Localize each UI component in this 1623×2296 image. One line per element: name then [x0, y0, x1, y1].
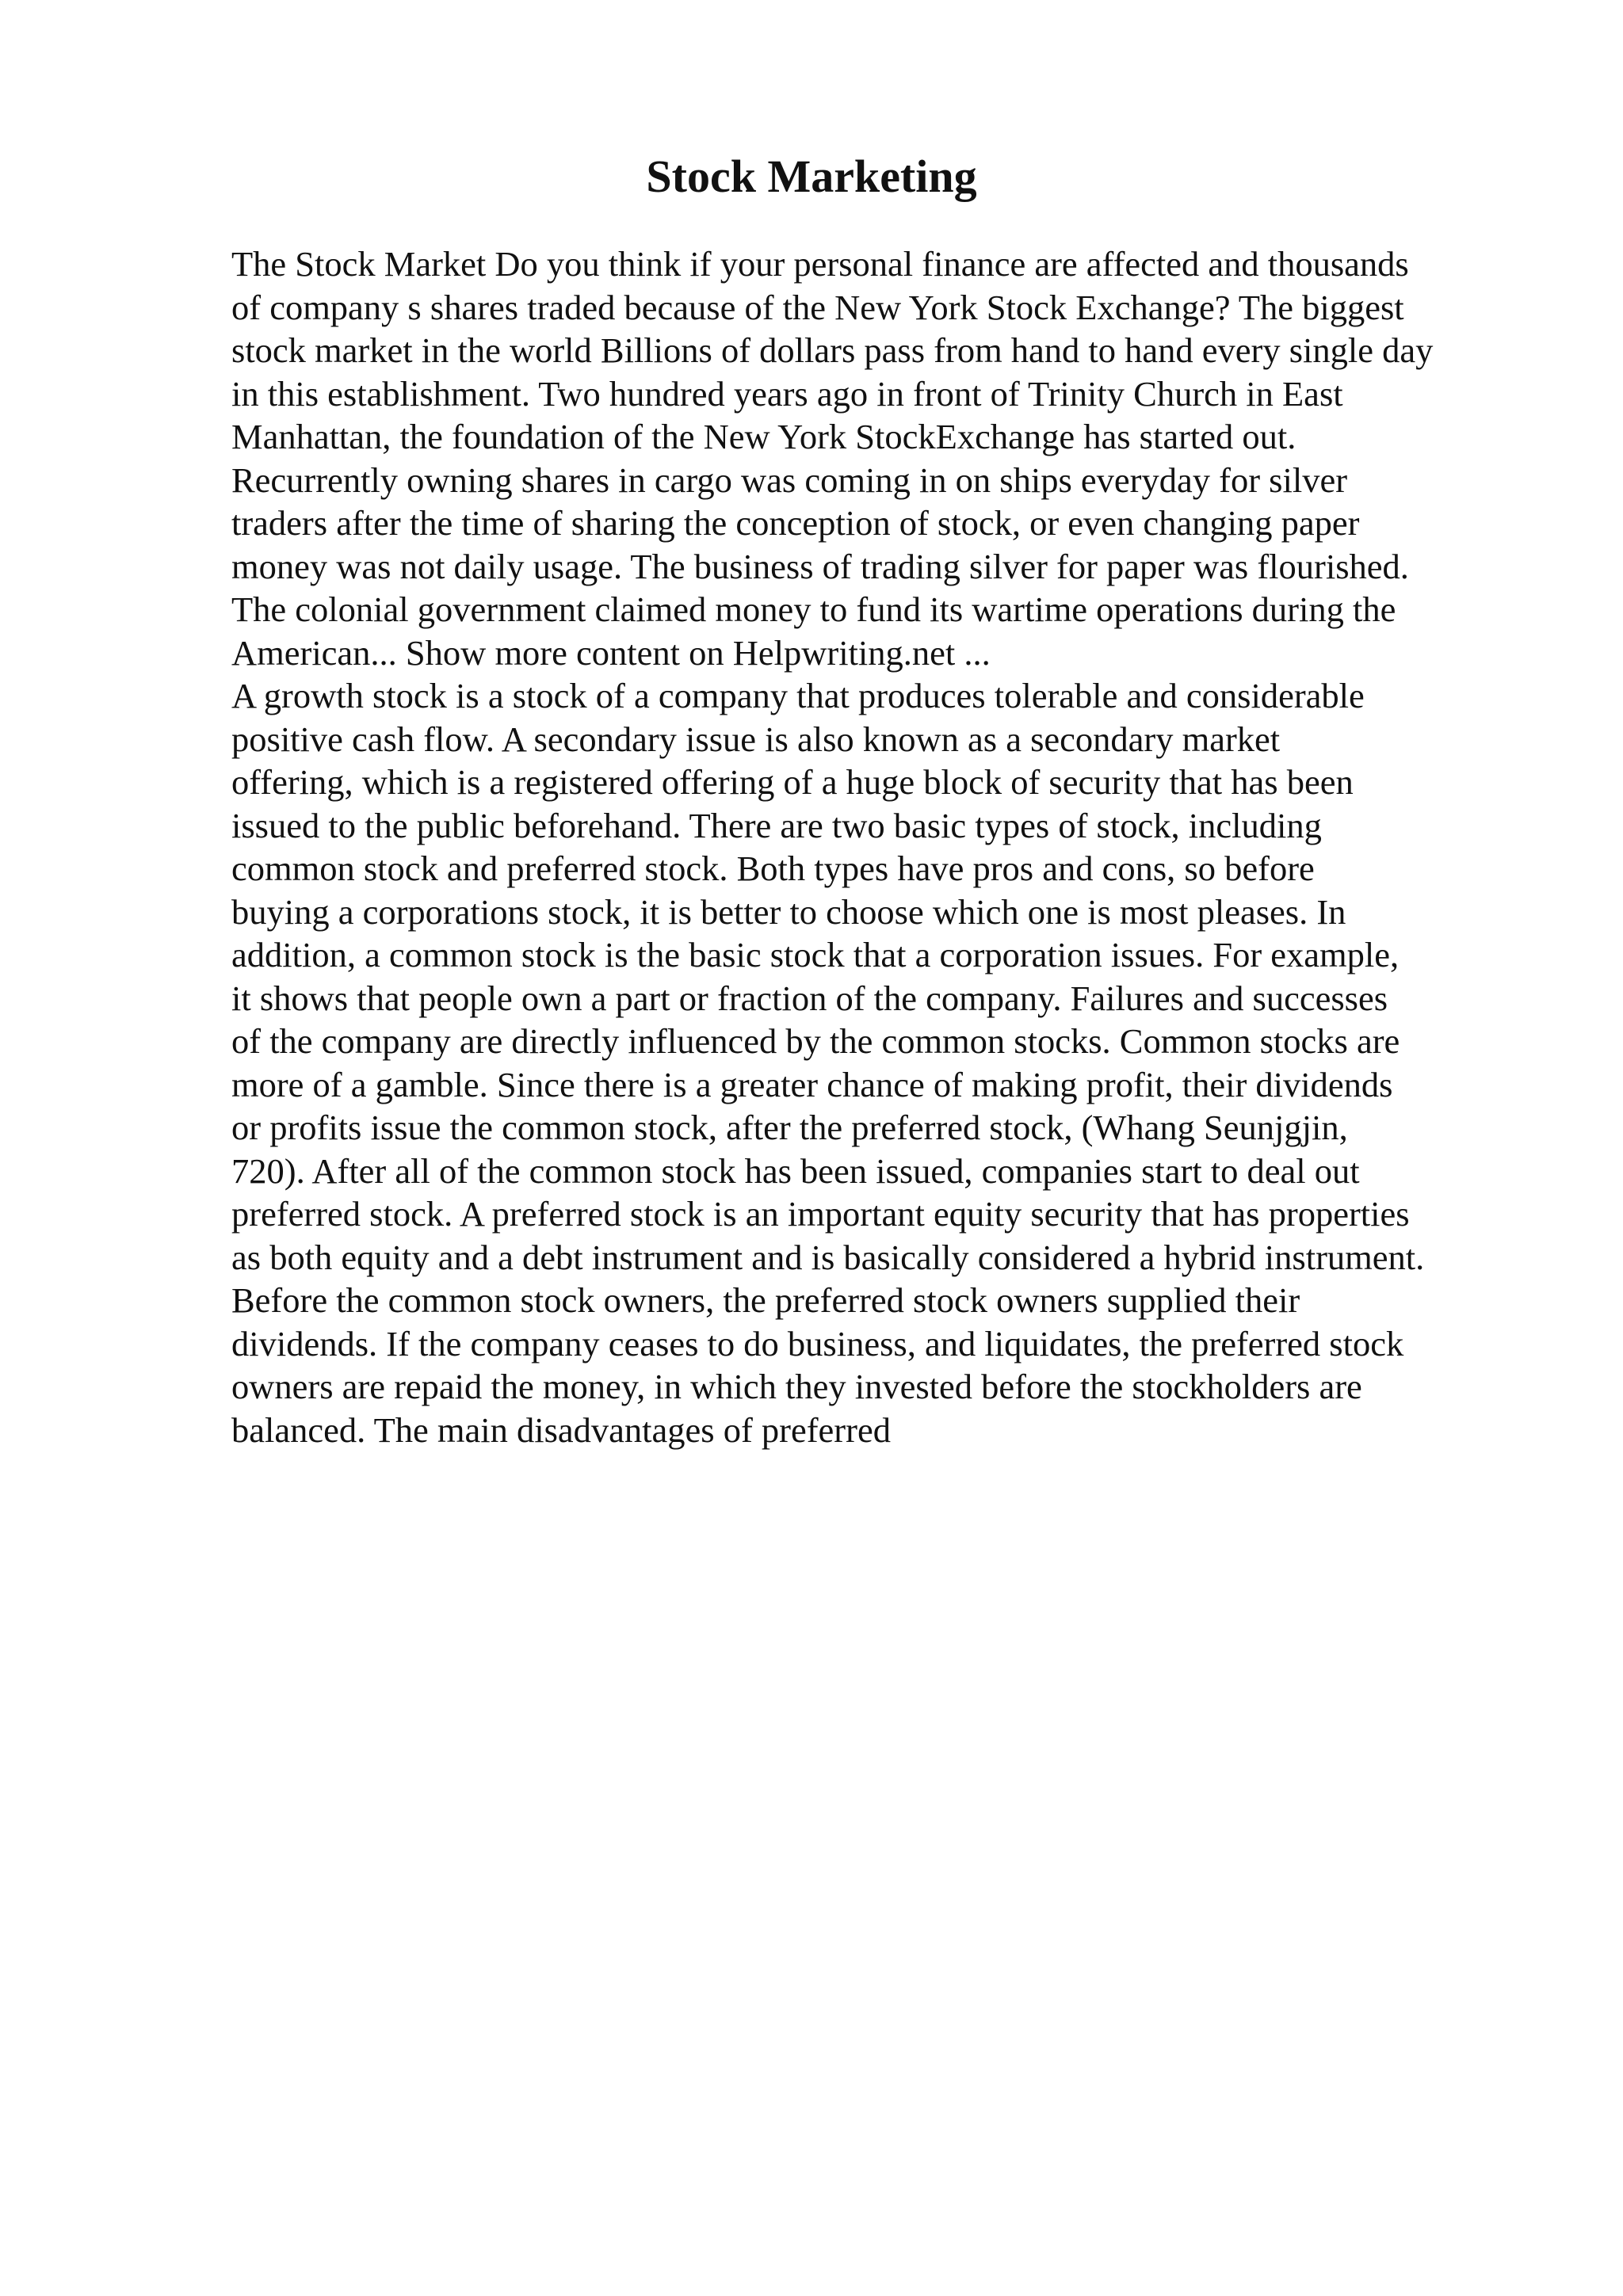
body-line: Manhattan, the foundation of the New York StockExchange has started out. — [231, 417, 1296, 456]
body-line: of the company are directly influenced by the common stocks. Common stocks are — [231, 1021, 1400, 1061]
body-line: positive cash flow. A secondary issue is also known as a secondary market — [231, 719, 1281, 759]
body-line: money was not daily usage. The business of trading silver for paper was flourished. — [231, 546, 1409, 586]
body-line: 720). After all of the common stock has been issued, companies start to deal out — [231, 1150, 1360, 1191]
body-line: American... Show more content on Helpwriting.net ... — [231, 632, 991, 673]
body-line: dividends. If the company ceases to do business, and liquidates, the preferred stock — [231, 1323, 1404, 1363]
body-line: issued to the public beforehand. There are two basic types of stock, including — [231, 805, 1322, 845]
body-line: as both equity and a debt instrument and is basically considered a hybrid instrument. — [231, 1237, 1425, 1277]
body-line: common stock and preferred stock. Both types have pros and cons, so before — [231, 849, 1315, 888]
body-line: Recurrently owning shares in cargo was coming in on ships everyday for silver — [231, 460, 1348, 500]
body-line: more of a gamble. Since there is a greater chance of making profit, their dividends — [231, 1064, 1393, 1104]
body-line: The Stock Market Do you think if your personal finance are affected and thousands — [231, 244, 1409, 284]
body-line: The colonial government claimed money to fund its wartime operations during the — [231, 589, 1396, 629]
body-line: balanced. The main disadvantages of preferred — [231, 1409, 891, 1450]
body-line: preferred stock. A preferred stock is an important equity security that has properties — [231, 1194, 1410, 1234]
body-line: addition, a common stock is the basic stock that a corporation issues. For example, — [231, 935, 1400, 974]
body-line: it shows that people own a part or fraction of the company. Failures and successes — [231, 978, 1388, 1018]
body-line: owners are repaid the money, in which they invested before the stockholders are — [231, 1367, 1362, 1406]
body-line: or profits issue the common stock, after the preferred stock, (Whang Seunjgjin, — [231, 1108, 1348, 1147]
body-line: of company s shares traded because of the New York Stock Exchange? The biggest — [231, 287, 1404, 327]
body-line: A growth stock is a stock of a company that produces tolerable and considerable — [231, 676, 1365, 715]
document-title: Stock Marketing — [646, 151, 977, 202]
body-line: in this establishment. Two hundred years ago in front of Trinity Church in East — [231, 373, 1343, 414]
document-body — [231, 242, 1515, 1451]
body-line: buying a corporations stock, it is better to choose which one is most pleases. In — [231, 891, 1346, 932]
body-line: stock market in the world Billions of dollars pass from hand to hand every single day — [231, 330, 1434, 370]
body-line: traders after the time of sharing the conception of stock, or even changing paper — [231, 503, 1360, 543]
body-line: Before the common stock owners, the preferred stock owners supplied their — [231, 1280, 1300, 1320]
body-line: offering, which is a registered offering of a huge block of security that has been — [231, 762, 1354, 802]
